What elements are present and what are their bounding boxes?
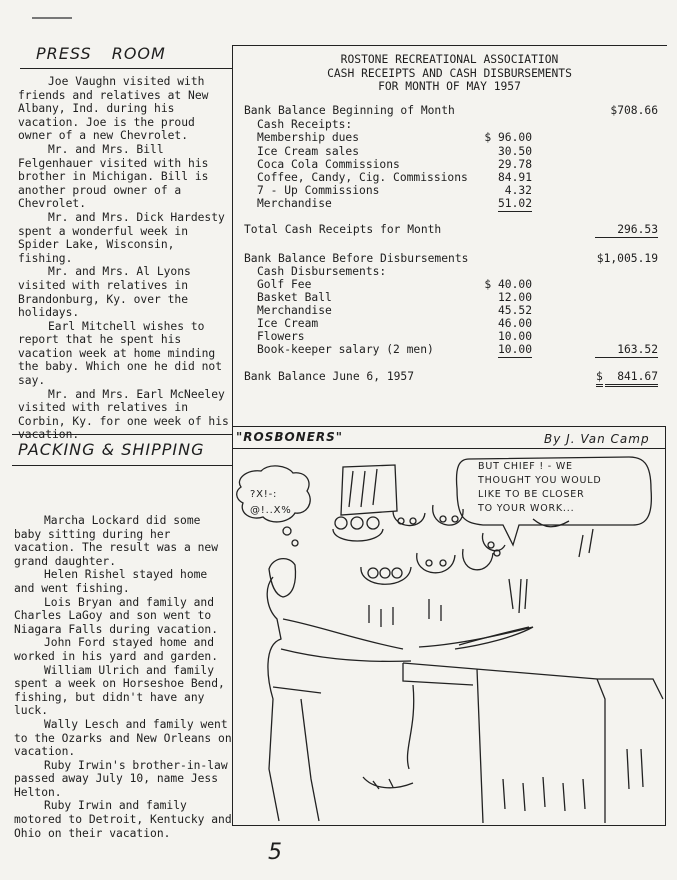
before-disbursements-row xyxy=(244,252,660,266)
speech-bubble-text xyxy=(478,460,601,516)
row-amount: 4.32 xyxy=(504,184,532,197)
packing-paragraph: William Ulrich and family spent a week on Horseshoe Bend, fishing, but didn't have any luck. xyxy=(14,663,225,718)
statement-title-line: CASH RECEIPTS AND CASH DISBURSEMENTS xyxy=(327,66,572,80)
thought-line: @!..X% xyxy=(250,505,292,516)
press-room-column xyxy=(18,75,234,442)
packing-paragraph: John Ford stayed home and worked in his yard and garden. xyxy=(14,636,219,663)
row-label: Golf Fee xyxy=(257,278,312,291)
receipt-row xyxy=(244,171,660,185)
row-label: Book-keeper salary (2 men) xyxy=(257,343,434,356)
receipts-heading-row xyxy=(244,118,660,132)
row-label: Coffee, Candy, Cig. Commissions xyxy=(257,171,468,184)
press-paragraph: Earl Mitchell wishes to report that he spent his vacation week at home minding the baby. Which one he did not say. xyxy=(18,319,223,388)
receipt-row xyxy=(244,131,660,145)
main-figure xyxy=(267,577,319,821)
total-disbursements-amount: 163.52 xyxy=(595,343,658,358)
packing-paragraph: Ruby Irwin and family motored to Detroit, Kentucky and Ohio on their vacation. xyxy=(14,799,232,840)
receipt-row xyxy=(244,184,660,198)
row-amount: $1,005.19 xyxy=(596,252,658,265)
ending-dollar-sign: $ xyxy=(596,370,603,387)
receipt-row xyxy=(244,158,660,172)
press-paragraph: Joe Vaughn visited with friends and relatives at New Albany, Ind. during his vacation. Joe is the proud owner of a new Chevrolet. xyxy=(18,75,209,143)
receipt-row xyxy=(244,145,660,159)
cartoon-title: "ROSBONERS" xyxy=(236,430,344,444)
disbursement-row xyxy=(244,343,660,357)
top-rule xyxy=(232,45,667,46)
press-paragraph: Mr. and Mrs. Al Lyons visited with relatives in Brandonburg, Ky. over the holidays. xyxy=(18,265,191,320)
packing-paragraph: Ruby Irwin's brother-in-law passed away July 10, name Jess Helton. xyxy=(14,758,228,799)
press-paragraph: Mr. and Mrs. Dick Hardesty spent a wonderful week in Spider Lake, Wisconsin, fishing. xyxy=(18,210,225,265)
packing-paragraph: Wally Lesch and family went to the Ozarks and New Orleans on vacation. xyxy=(14,717,232,759)
disbursement-row xyxy=(244,317,660,331)
page-number: 5 xyxy=(268,840,283,865)
row-label: Coca Cola Commissions xyxy=(257,158,400,171)
speech-line: THOUGHT YOU WOULD xyxy=(478,475,602,486)
statement-title-line: ROSTONE RECREATIONAL ASSOCIATION xyxy=(340,53,559,66)
row-amount: 45.52 xyxy=(497,304,532,317)
row-label: Flowers xyxy=(257,330,305,343)
row-label: Bank Balance June 6, 1957 xyxy=(244,370,415,383)
row-label: Cash Receipts: xyxy=(257,118,353,131)
statement-title-line: FOR MONTH OF MAY 1957 xyxy=(378,80,521,94)
disbursement-row xyxy=(244,330,660,344)
press-paragraph: Mr. and Mrs. Earl McNeeley visited with relatives in Corbin, Ky. for one week of his vacation. xyxy=(18,387,229,442)
row-label: Ice Cream sales xyxy=(257,145,360,158)
row-amount: 51.02 xyxy=(497,197,532,210)
row-amount: 10.00 xyxy=(497,330,532,343)
row-label: Bank Balance Before Disbursements xyxy=(244,252,469,265)
disbursements-heading-row xyxy=(244,265,660,279)
row-label: Merchandise xyxy=(257,197,332,210)
row-amount: 84.91 xyxy=(497,171,532,184)
row-label: Ice Cream xyxy=(257,317,319,330)
row-amount: 29.78 xyxy=(497,158,532,171)
row-label: Bank Balance Beginning of Month xyxy=(244,104,455,117)
packing-shipping-column xyxy=(14,514,232,840)
row-amount: $ 40.00 xyxy=(484,278,532,291)
packing-paragraph: Lois Bryan and family and Charles LaGoy and son went to Niagara Falls during vacation. xyxy=(14,595,219,636)
speech-line: BUT CHIEF ! - WE xyxy=(478,461,573,472)
row-amount: 30.50 xyxy=(497,145,532,158)
press-room-heading: PRESS ROOM xyxy=(36,44,166,63)
row-label: Cash Disbursements: xyxy=(257,265,387,278)
cartoon-byline: By J. Van Camp xyxy=(544,432,650,446)
thought-bubble-text xyxy=(250,487,292,519)
speech-line: LIKE TO BE CLOSER xyxy=(478,489,585,500)
disbursement-row xyxy=(244,291,660,305)
row-label: Total Cash Receipts for Month xyxy=(244,223,442,236)
press-paragraph: Mr. and Mrs. Bill Felgenhauer visited with his brother in Michigan. Bill is another proud owner of a Chevrolet. xyxy=(18,142,209,211)
desk xyxy=(403,663,663,823)
total-receipts-row xyxy=(244,223,660,237)
row-amount: 10.00 xyxy=(497,343,532,356)
row-amount: $ 96.00 xyxy=(484,131,532,144)
ending-balance-row xyxy=(244,370,660,384)
speech-line: TO YOUR WORK... xyxy=(478,503,575,514)
disbursement-row xyxy=(244,278,660,292)
disbursement-row xyxy=(244,304,660,318)
row-label: Membership dues xyxy=(257,131,360,144)
statement-title xyxy=(232,53,667,94)
thought-line: ?X!-: xyxy=(250,489,278,500)
packing-shipping-heading: PACKING & SHIPPING xyxy=(18,440,205,459)
receipt-row xyxy=(244,197,660,211)
ending-amount: 841.67 xyxy=(605,370,658,387)
row-label: Basket Ball xyxy=(257,291,332,304)
row-amount: 46.00 xyxy=(497,317,532,330)
row-amount: 12.00 xyxy=(497,291,532,304)
scratch-mark xyxy=(32,17,72,19)
row-label: 7 - Up Commissions xyxy=(257,184,380,197)
beginning-balance-row xyxy=(244,104,660,118)
packing-paragraph: Marcha Lockard did some baby sitting during her vacation. The result was a new grand daughter. xyxy=(14,514,219,568)
packing-paragraph: Helen Rishel stayed home and went fishing. xyxy=(14,568,208,595)
row-amount: 296.53 xyxy=(595,223,658,238)
row-amount: $708.66 xyxy=(610,104,658,117)
row-label: Merchandise xyxy=(257,304,332,317)
press-room-underline xyxy=(20,68,232,69)
